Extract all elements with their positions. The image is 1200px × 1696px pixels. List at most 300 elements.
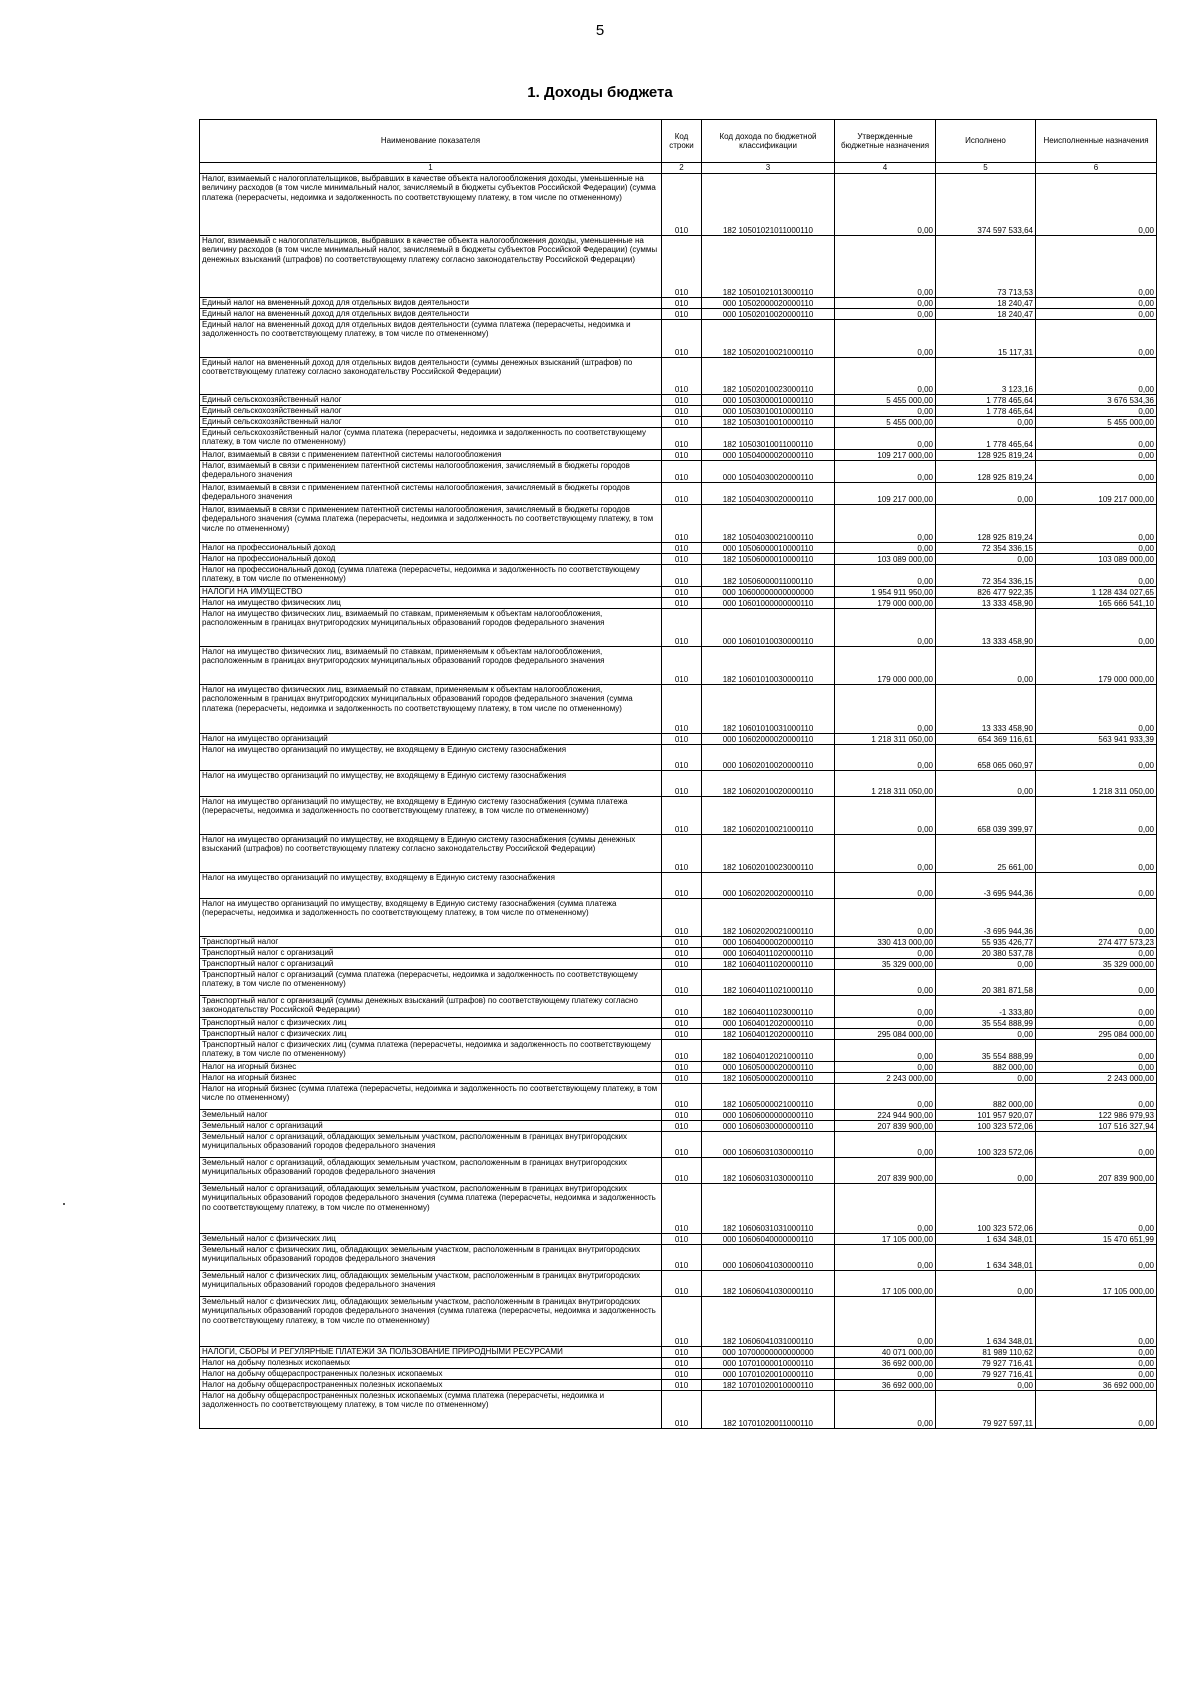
table-row xyxy=(200,298,1157,309)
header-number: 2 xyxy=(662,163,702,174)
executed-amount: 658 065 060,97 xyxy=(936,745,1036,771)
approved-amount: 0,00 xyxy=(835,1391,936,1429)
approved-amount: 207 839 900,00 xyxy=(835,1121,936,1132)
indicator-name: Налог на добычу общераспространенных полезных ископаемых (сумма платежа (перерасчеты, недоимка и задолженность по соответствующему платежу, в том числе по отмененному) xyxy=(200,1391,662,1429)
line-code: 010 xyxy=(662,835,702,873)
line-code: 010 xyxy=(662,970,702,996)
line-code: 010 xyxy=(662,1245,702,1271)
indicator-name: НАЛОГИ НА ИМУЩЕСТВО xyxy=(200,587,662,598)
approved-amount: 0,00 xyxy=(835,1245,936,1271)
approved-amount: 36 692 000,00 xyxy=(835,1358,936,1369)
table-row xyxy=(200,959,1157,970)
approved-amount: 0,00 xyxy=(835,1062,936,1073)
kbk-code: 000 10606040000000110 xyxy=(702,1234,835,1245)
table-row xyxy=(200,1391,1157,1429)
approved-amount: 0,00 xyxy=(835,505,936,543)
kbk-code: 182 10604012020000110 xyxy=(702,1029,835,1040)
header-approved: Утвержденные бюджетные назначения xyxy=(835,120,936,163)
unexecuted-amount: 165 666 541,10 xyxy=(1036,598,1157,609)
unexecuted-amount: 0,00 xyxy=(1036,1369,1157,1380)
approved-amount: 0,00 xyxy=(835,1369,936,1380)
unexecuted-amount: 0,00 xyxy=(1036,685,1157,734)
approved-amount: 295 084 000,00 xyxy=(835,1029,936,1040)
line-code: 010 xyxy=(662,358,702,395)
indicator-name: НАЛОГИ, СБОРЫ И РЕГУЛЯРНЫЕ ПЛАТЕЖИ ЗА ПОЛЬЗОВАНИЕ ПРИРОДНЫМИ РЕСУРСАМИ xyxy=(200,1347,662,1358)
line-code: 010 xyxy=(662,734,702,745)
approved-amount: 0,00 xyxy=(835,1040,936,1062)
executed-amount: 1 778 465,64 xyxy=(936,428,1036,450)
indicator-name: Налог на имущество организаций xyxy=(200,734,662,745)
header-executed: Исполнено xyxy=(936,120,1036,163)
table-row xyxy=(200,483,1157,505)
approved-amount: 0,00 xyxy=(835,996,936,1018)
table-row xyxy=(200,609,1157,647)
line-code: 010 xyxy=(662,745,702,771)
kbk-code: 182 10606031030000110 xyxy=(702,1158,835,1184)
indicator-name: Налог на игорный бизнес xyxy=(200,1062,662,1073)
kbk-code: 182 10504030020000110 xyxy=(702,483,835,505)
indicator-name: Налог на добычу полезных ископаемых xyxy=(200,1358,662,1369)
executed-amount: 654 369 116,61 xyxy=(936,734,1036,745)
approved-amount: 36 692 000,00 xyxy=(835,1380,936,1391)
approved-amount: 0,00 xyxy=(835,236,936,298)
executed-amount: -3 695 944,36 xyxy=(936,899,1036,937)
indicator-name: Налог на имущество физических лиц, взимаемый по ставкам, применяемым к объектам налогообложения, расположенным в границах внутригородских муниципальных образований городов федерального значения (сумма платежа (перерасчеты, недоимка и задолженность по соответствующему платежу, в том числе по отмененному) xyxy=(200,685,662,734)
approved-amount: 0,00 xyxy=(835,428,936,450)
kbk-code: 000 10701000010000110 xyxy=(702,1358,835,1369)
executed-amount: 1 634 348,01 xyxy=(936,1245,1036,1271)
kbk-code: 182 10604011021000110 xyxy=(702,970,835,996)
approved-amount: 0,00 xyxy=(835,797,936,835)
indicator-name: Транспортный налог с организаций (сумма платежа (перерасчеты, недоимка и задолженность по соответствующему платежу, в том числе по отмененному) xyxy=(200,970,662,996)
indicator-name: Налог на имущество организаций по имуществу, не входящему в Единую систему газоснабжения (суммы денежных взысканий (штрафов) по соответствующему платежу согласно законодательству Российской Федерации) xyxy=(200,835,662,873)
table-row xyxy=(200,1073,1157,1084)
executed-amount: 100 323 572,06 xyxy=(936,1184,1036,1234)
indicator-name: Единый налог на вмененный доход для отдельных видов деятельности (суммы денежных взысканий (штрафов) по соответствующему платежу согласно законодательству Российской Федерации) xyxy=(200,358,662,395)
header-number: 5 xyxy=(936,163,1036,174)
line-code: 010 xyxy=(662,1234,702,1245)
unexecuted-amount: 122 986 979,93 xyxy=(1036,1110,1157,1121)
approved-amount: 5 455 000,00 xyxy=(835,395,936,406)
kbk-code: 000 10601000000000110 xyxy=(702,598,835,609)
unexecuted-amount: 36 692 000,00 xyxy=(1036,1380,1157,1391)
executed-amount: 0,00 xyxy=(936,554,1036,565)
executed-amount: 72 354 336,15 xyxy=(936,565,1036,587)
kbk-code: 182 10604011020000110 xyxy=(702,959,835,970)
line-code: 010 xyxy=(662,1297,702,1347)
indicator-name: Налог на добычу общераспространенных полезных ископаемых xyxy=(200,1380,662,1391)
approved-amount: 0,00 xyxy=(835,948,936,959)
executed-amount: 20 380 537,78 xyxy=(936,948,1036,959)
line-code: 010 xyxy=(662,565,702,587)
indicator-name: Налог, взимаемый в связи с применением патентной системы налогообложения, зачисляемый в бюджеты городов федерального значения xyxy=(200,461,662,483)
executed-amount: 35 554 888,99 xyxy=(936,1040,1036,1062)
kbk-code: 000 10506000010000110 xyxy=(702,543,835,554)
line-code: 010 xyxy=(662,1018,702,1029)
table-row xyxy=(200,1271,1157,1297)
indicator-name: Налог, взимаемый в связи с применением патентной системы налогообложения, зачисляемый в бюджеты городов федерального значения (сумма платежа (перерасчеты, недоимка и задолженность по соответствующему платежу, в том числе по отмененному) xyxy=(200,505,662,543)
line-code: 010 xyxy=(662,174,702,236)
unexecuted-amount: 0,00 xyxy=(1036,899,1157,937)
unexecuted-amount: 0,00 xyxy=(1036,1184,1157,1234)
kbk-code: 182 10503010010000110 xyxy=(702,417,835,428)
table-row xyxy=(200,428,1157,450)
indicator-name: Транспортный налог с организаций xyxy=(200,948,662,959)
indicator-name: Единый налог на вмененный доход для отдельных видов деятельности xyxy=(200,309,662,320)
executed-amount: 18 240,47 xyxy=(936,298,1036,309)
indicator-name: Земельный налог с организаций xyxy=(200,1121,662,1132)
line-code: 010 xyxy=(662,899,702,937)
table-row xyxy=(200,873,1157,899)
executed-amount: 0,00 xyxy=(936,771,1036,797)
executed-amount: 0,00 xyxy=(936,483,1036,505)
table-row xyxy=(200,505,1157,543)
indicator-name: Налог на игорный бизнес xyxy=(200,1073,662,1084)
executed-amount: 1 778 465,64 xyxy=(936,406,1036,417)
unexecuted-amount: 0,00 xyxy=(1036,1062,1157,1073)
line-code: 010 xyxy=(662,483,702,505)
unexecuted-amount: 295 084 000,00 xyxy=(1036,1029,1157,1040)
line-code: 010 xyxy=(662,1369,702,1380)
line-code: 010 xyxy=(662,1380,702,1391)
line-code: 010 xyxy=(662,395,702,406)
approved-amount: 0,00 xyxy=(835,899,936,937)
table-row xyxy=(200,565,1157,587)
kbk-code: 182 10501021013000110 xyxy=(702,236,835,298)
table-row xyxy=(200,1132,1157,1158)
table-body xyxy=(200,174,1157,1429)
unexecuted-amount: 0,00 xyxy=(1036,543,1157,554)
indicator-name: Налог на имущество физических лиц, взимаемый по ставкам, применяемым к объектам налогообложения, расположенным в границах внутригородских муниципальных образований городов федерального значения xyxy=(200,647,662,685)
line-code: 010 xyxy=(662,1184,702,1234)
kbk-code: 182 10604011023000110 xyxy=(702,996,835,1018)
kbk-code: 182 10604012021000110 xyxy=(702,1040,835,1062)
line-code: 010 xyxy=(662,948,702,959)
line-code: 010 xyxy=(662,1110,702,1121)
executed-amount: 13 333 458,90 xyxy=(936,598,1036,609)
line-code: 010 xyxy=(662,598,702,609)
line-code: 010 xyxy=(662,450,702,461)
executed-amount: 15 117,31 xyxy=(936,320,1036,358)
executed-amount: 3 123,16 xyxy=(936,358,1036,395)
line-code: 010 xyxy=(662,797,702,835)
indicator-name: Налог на профессиональный доход xyxy=(200,543,662,554)
header-name: Наименование показателя xyxy=(200,120,662,163)
indicator-name: Налог на имущество организаций по имуществу, не входящему в Единую систему газоснабжения xyxy=(200,771,662,797)
kbk-code: 182 10701020011000110 xyxy=(702,1391,835,1429)
indicator-name: Земельный налог с организаций, обладающих земельным участком, расположенным в границах внутригородских муниципальных образований городов федерального значения xyxy=(200,1158,662,1184)
approved-amount: 0,00 xyxy=(835,320,936,358)
kbk-code: 182 10602010020000110 xyxy=(702,771,835,797)
indicator-name: Налог, взимаемый с налогоплательщиков, выбравших в качестве объекта налогообложения доходы, уменьшенные на величину расходов (в том числе минимальный налог, зачисляемый в бюджеты субъектов Российской Федерации) (суммы денежных взысканий (штрафов) по соответствующему платежу согласно законодательству Российской Федерации) xyxy=(200,236,662,298)
table-row xyxy=(200,1084,1157,1110)
approved-amount: 0,00 xyxy=(835,1132,936,1158)
unexecuted-amount: 563 941 933,39 xyxy=(1036,734,1157,745)
indicator-name: Транспортный налог с физических лиц xyxy=(200,1018,662,1029)
unexecuted-amount: 179 000 000,00 xyxy=(1036,647,1157,685)
indicator-name: Транспортный налог с физических лиц xyxy=(200,1029,662,1040)
executed-amount: 128 925 819,24 xyxy=(936,461,1036,483)
unexecuted-amount: 0,00 xyxy=(1036,996,1157,1018)
unexecuted-amount: 0,00 xyxy=(1036,406,1157,417)
line-code: 010 xyxy=(662,609,702,647)
unexecuted-amount: 0,00 xyxy=(1036,450,1157,461)
approved-amount: 0,00 xyxy=(835,1084,936,1110)
unexecuted-amount: 0,00 xyxy=(1036,745,1157,771)
kbk-code: 182 10601010030000110 xyxy=(702,647,835,685)
executed-amount: 882 000,00 xyxy=(936,1084,1036,1110)
line-code: 010 xyxy=(662,1062,702,1073)
approved-amount: 17 105 000,00 xyxy=(835,1234,936,1245)
kbk-code: 182 10502010023000110 xyxy=(702,358,835,395)
indicator-name: Земельный налог с физических лиц xyxy=(200,1234,662,1245)
unexecuted-amount: 15 470 651,99 xyxy=(1036,1234,1157,1245)
line-code: 010 xyxy=(662,1358,702,1369)
approved-amount: 103 089 000,00 xyxy=(835,554,936,565)
unexecuted-amount: 0,00 xyxy=(1036,1391,1157,1429)
budget-revenue-table xyxy=(199,119,1157,1429)
line-code: 010 xyxy=(662,309,702,320)
unexecuted-amount: 0,00 xyxy=(1036,1245,1157,1271)
kbk-code: 000 10604011020000110 xyxy=(702,948,835,959)
line-code: 010 xyxy=(662,937,702,948)
header-kbk: Код дохода по бюджетной классификации xyxy=(702,120,835,163)
unexecuted-amount: 0,00 xyxy=(1036,1358,1157,1369)
indicator-name: Налог на имущество физических лиц xyxy=(200,598,662,609)
header-number: 3 xyxy=(702,163,835,174)
table-row xyxy=(200,320,1157,358)
unexecuted-amount: 0,00 xyxy=(1036,236,1157,298)
indicator-name: Земельный налог xyxy=(200,1110,662,1121)
approved-amount: 17 105 000,00 xyxy=(835,1271,936,1297)
scan-speck xyxy=(63,1203,65,1205)
document-title: 1. Доходы бюджета xyxy=(527,84,673,101)
kbk-code: 182 10605000020000110 xyxy=(702,1073,835,1084)
unexecuted-amount: 1 218 311 050,00 xyxy=(1036,771,1157,797)
executed-amount: 374 597 533,64 xyxy=(936,174,1036,236)
line-code: 010 xyxy=(662,505,702,543)
header-number: 6 xyxy=(1036,163,1157,174)
kbk-code: 182 10506000011000110 xyxy=(702,565,835,587)
table-row xyxy=(200,1358,1157,1369)
indicator-name: Земельный налог с организаций, обладающих земельным участком, расположенным в границах внутригородских муниципальных образований городов федерального значения (сумма платежа (перерасчеты, недоимка и задолженность по соответствующему платежу, в том числе по отмененному) xyxy=(200,1184,662,1234)
kbk-code: 182 10606041031000110 xyxy=(702,1297,835,1347)
executed-amount: -3 695 944,36 xyxy=(936,873,1036,899)
approved-amount: 0,00 xyxy=(835,565,936,587)
executed-amount: 100 323 572,06 xyxy=(936,1121,1036,1132)
table-row xyxy=(200,1369,1157,1380)
table-row xyxy=(200,745,1157,771)
table-row xyxy=(200,395,1157,406)
executed-amount: 0,00 xyxy=(936,417,1036,428)
approved-amount: 224 944 900,00 xyxy=(835,1110,936,1121)
unexecuted-amount: 0,00 xyxy=(1036,309,1157,320)
executed-amount: 79 927 597,11 xyxy=(936,1391,1036,1429)
table-row xyxy=(200,970,1157,996)
indicator-name: Налог, взимаемый с налогоплательщиков, выбравших в качестве объекта налогообложения доходы, уменьшенные на величину расходов (в том числе минимальный налог, зачисляемый в бюджеты субъектов Российской Федерации) (сумма платежа (перерасчеты, недоимка и задолженность по соответствующему платежу, в том числе по отмененному) xyxy=(200,174,662,236)
kbk-code: 000 10503000010000110 xyxy=(702,395,835,406)
kbk-code: 000 10504000020000110 xyxy=(702,450,835,461)
table-row xyxy=(200,996,1157,1018)
executed-amount: 55 935 426,77 xyxy=(936,937,1036,948)
executed-amount: 18 240,47 xyxy=(936,309,1036,320)
indicator-name: Налог на имущество организаций по имуществу, не входящему в Единую систему газоснабжения xyxy=(200,745,662,771)
line-code: 010 xyxy=(662,1029,702,1040)
line-code: 010 xyxy=(662,771,702,797)
indicator-name: Транспортный налог xyxy=(200,937,662,948)
kbk-code: 182 10601010031000110 xyxy=(702,685,835,734)
approved-amount: 0,00 xyxy=(835,609,936,647)
indicator-name: Единый сельскохозяйственный налог xyxy=(200,406,662,417)
page-number: 5 xyxy=(595,22,605,39)
approved-amount: 0,00 xyxy=(835,461,936,483)
approved-amount: 1 218 311 050,00 xyxy=(835,734,936,745)
unexecuted-amount: 0,00 xyxy=(1036,298,1157,309)
table-row xyxy=(200,1040,1157,1062)
approved-amount: 0,00 xyxy=(835,1297,936,1347)
executed-amount: 79 927 716,41 xyxy=(936,1369,1036,1380)
table-row xyxy=(200,236,1157,298)
kbk-code: 182 10602020021000110 xyxy=(702,899,835,937)
indicator-name: Земельный налог с физических лиц, обладающих земельным участком, расположенным в границах внутригородских муниципальных образований городов федерального значения xyxy=(200,1245,662,1271)
unexecuted-amount: 0,00 xyxy=(1036,1084,1157,1110)
executed-amount: 128 925 819,24 xyxy=(936,505,1036,543)
approved-amount: 40 071 000,00 xyxy=(835,1347,936,1358)
unexecuted-amount: 0,00 xyxy=(1036,461,1157,483)
line-code: 010 xyxy=(662,1391,702,1429)
unexecuted-amount: 0,00 xyxy=(1036,320,1157,358)
executed-amount: -1 333,80 xyxy=(936,996,1036,1018)
indicator-name: Земельный налог с организаций, обладающих земельным участком, расположенным в границах внутригородских муниципальных образований городов федерального значения xyxy=(200,1132,662,1158)
kbk-code: 182 10602010023000110 xyxy=(702,835,835,873)
unexecuted-amount: 5 455 000,00 xyxy=(1036,417,1157,428)
line-code: 010 xyxy=(662,1121,702,1132)
table-row xyxy=(200,417,1157,428)
indicator-name: Налог на добычу общераспространенных полезных ископаемых xyxy=(200,1369,662,1380)
executed-amount: 81 989 110,62 xyxy=(936,1347,1036,1358)
table-row xyxy=(200,543,1157,554)
kbk-code: 182 10606041030000110 xyxy=(702,1271,835,1297)
table-row xyxy=(200,1380,1157,1391)
approved-amount: 0,00 xyxy=(835,835,936,873)
indicator-name: Единый сельскохозяйственный налог (сумма платежа (перерасчеты, недоимка и задолженность по соответствующему платежу, в том числе по отмененному) xyxy=(200,428,662,450)
executed-amount: 1 634 348,01 xyxy=(936,1234,1036,1245)
unexecuted-amount: 0,00 xyxy=(1036,358,1157,395)
unexecuted-amount: 0,00 xyxy=(1036,1297,1157,1347)
table-row xyxy=(200,1347,1157,1358)
kbk-code: 000 10600000000000000 xyxy=(702,587,835,598)
line-code: 010 xyxy=(662,1158,702,1184)
executed-amount: 658 039 399,97 xyxy=(936,797,1036,835)
indicator-name: Налог на профессиональный доход (сумма платежа (перерасчеты, недоимка и задолженность по соответствующему платежу, в том числе по отмененному) xyxy=(200,565,662,587)
executed-amount: 128 925 819,24 xyxy=(936,450,1036,461)
table-row xyxy=(200,450,1157,461)
approved-amount: 0,00 xyxy=(835,745,936,771)
kbk-code: 000 10604000020000110 xyxy=(702,937,835,948)
line-code: 010 xyxy=(662,320,702,358)
indicator-name: Налог на имущество организаций по имуществу, входящему в Единую систему газоснабжения xyxy=(200,873,662,899)
line-code: 010 xyxy=(662,1132,702,1158)
unexecuted-amount: 35 329 000,00 xyxy=(1036,959,1157,970)
executed-amount: 826 477 922,35 xyxy=(936,587,1036,598)
table-row xyxy=(200,647,1157,685)
kbk-code: 000 10502010020000110 xyxy=(702,309,835,320)
executed-amount: 882 000,00 xyxy=(936,1062,1036,1073)
indicator-name: Транспортный налог с организаций xyxy=(200,959,662,970)
indicator-name: Земельный налог с физических лиц, обладающих земельным участком, расположенным в границах внутригородских муниципальных образований городов федерального значения xyxy=(200,1271,662,1297)
indicator-name: Земельный налог с физических лиц, обладающих земельным участком, расположенным в границах внутригородских муниципальных образований городов федерального значения (сумма платежа (перерасчеты, недоимка и задолженность по соответствующему платежу, в том числе по отмененному) xyxy=(200,1297,662,1347)
unexecuted-amount: 0,00 xyxy=(1036,835,1157,873)
table-row xyxy=(200,1018,1157,1029)
indicator-name: Единый сельскохозяйственный налог xyxy=(200,395,662,406)
executed-amount: 25 661,00 xyxy=(936,835,1036,873)
indicator-name: Налог на имущество физических лиц, взимаемый по ставкам, применяемым к объектам налогообложения, расположенным в границах внутригородских муниципальных образований городов федерального значения xyxy=(200,609,662,647)
table-row xyxy=(200,1158,1157,1184)
approved-amount: 179 000 000,00 xyxy=(835,647,936,685)
executed-amount: 20 381 871,58 xyxy=(936,970,1036,996)
approved-amount: 109 217 000,00 xyxy=(835,450,936,461)
unexecuted-amount: 0,00 xyxy=(1036,948,1157,959)
indicator-name: Единый сельскохозяйственный налог xyxy=(200,417,662,428)
unexecuted-amount: 0,00 xyxy=(1036,873,1157,899)
unexecuted-amount: 0,00 xyxy=(1036,970,1157,996)
table-row xyxy=(200,899,1157,937)
executed-amount: 1 634 348,01 xyxy=(936,1297,1036,1347)
indicator-name: Налог на имущество организаций по имуществу, входящему в Единую систему газоснабжения (сумма платежа (перерасчеты, недоимка и задолженность по соответствующему платежу, в том числе по отмененному) xyxy=(200,899,662,937)
unexecuted-amount: 0,00 xyxy=(1036,1040,1157,1062)
executed-amount: 72 354 336,15 xyxy=(936,543,1036,554)
unexecuted-amount: 103 089 000,00 xyxy=(1036,554,1157,565)
approved-amount: 109 217 000,00 xyxy=(835,483,936,505)
line-code: 010 xyxy=(662,587,702,598)
line-code: 010 xyxy=(662,685,702,734)
approved-amount: 207 839 900,00 xyxy=(835,1158,936,1184)
kbk-code: 000 10605000020000110 xyxy=(702,1062,835,1073)
executed-amount: 101 957 920,07 xyxy=(936,1110,1036,1121)
approved-amount: 2 243 000,00 xyxy=(835,1073,936,1084)
table-row xyxy=(200,1245,1157,1271)
executed-amount: 13 333 458,90 xyxy=(936,685,1036,734)
unexecuted-amount: 274 477 573,23 xyxy=(1036,937,1157,948)
approved-amount: 179 000 000,00 xyxy=(835,598,936,609)
table-row xyxy=(200,358,1157,395)
table-row xyxy=(200,554,1157,565)
table-row xyxy=(200,406,1157,417)
kbk-code: 000 10700000000000000 xyxy=(702,1347,835,1358)
executed-amount: 0,00 xyxy=(936,959,1036,970)
approved-amount: 0,00 xyxy=(835,358,936,395)
kbk-code: 182 10506000010000110 xyxy=(702,554,835,565)
executed-amount: 73 713,53 xyxy=(936,236,1036,298)
table-row xyxy=(200,1062,1157,1073)
unexecuted-amount: 0,00 xyxy=(1036,1347,1157,1358)
kbk-code: 000 10601010030000110 xyxy=(702,609,835,647)
indicator-name: Единый налог на вмененный доход для отдельных видов деятельности (сумма платежа (перерасчеты, недоимка и задолженность по соответствующему платежу, в том числе по отмененному) xyxy=(200,320,662,358)
table-row xyxy=(200,937,1157,948)
line-code: 010 xyxy=(662,406,702,417)
approved-amount: 330 413 000,00 xyxy=(835,937,936,948)
executed-amount: 79 927 716,41 xyxy=(936,1358,1036,1369)
indicator-name: Налог, взимаемый в связи с применением патентной системы налогообложения, зачисляемый в бюджеты городов федерального значения xyxy=(200,483,662,505)
line-code: 010 xyxy=(662,959,702,970)
kbk-code: 182 10602010021000110 xyxy=(702,797,835,835)
table-row xyxy=(200,461,1157,483)
unexecuted-amount: 3 676 534,36 xyxy=(1036,395,1157,406)
header-number: 1 xyxy=(200,163,662,174)
executed-amount: 13 333 458,90 xyxy=(936,609,1036,647)
executed-amount: 0,00 xyxy=(936,647,1036,685)
unexecuted-amount: 0,00 xyxy=(1036,505,1157,543)
